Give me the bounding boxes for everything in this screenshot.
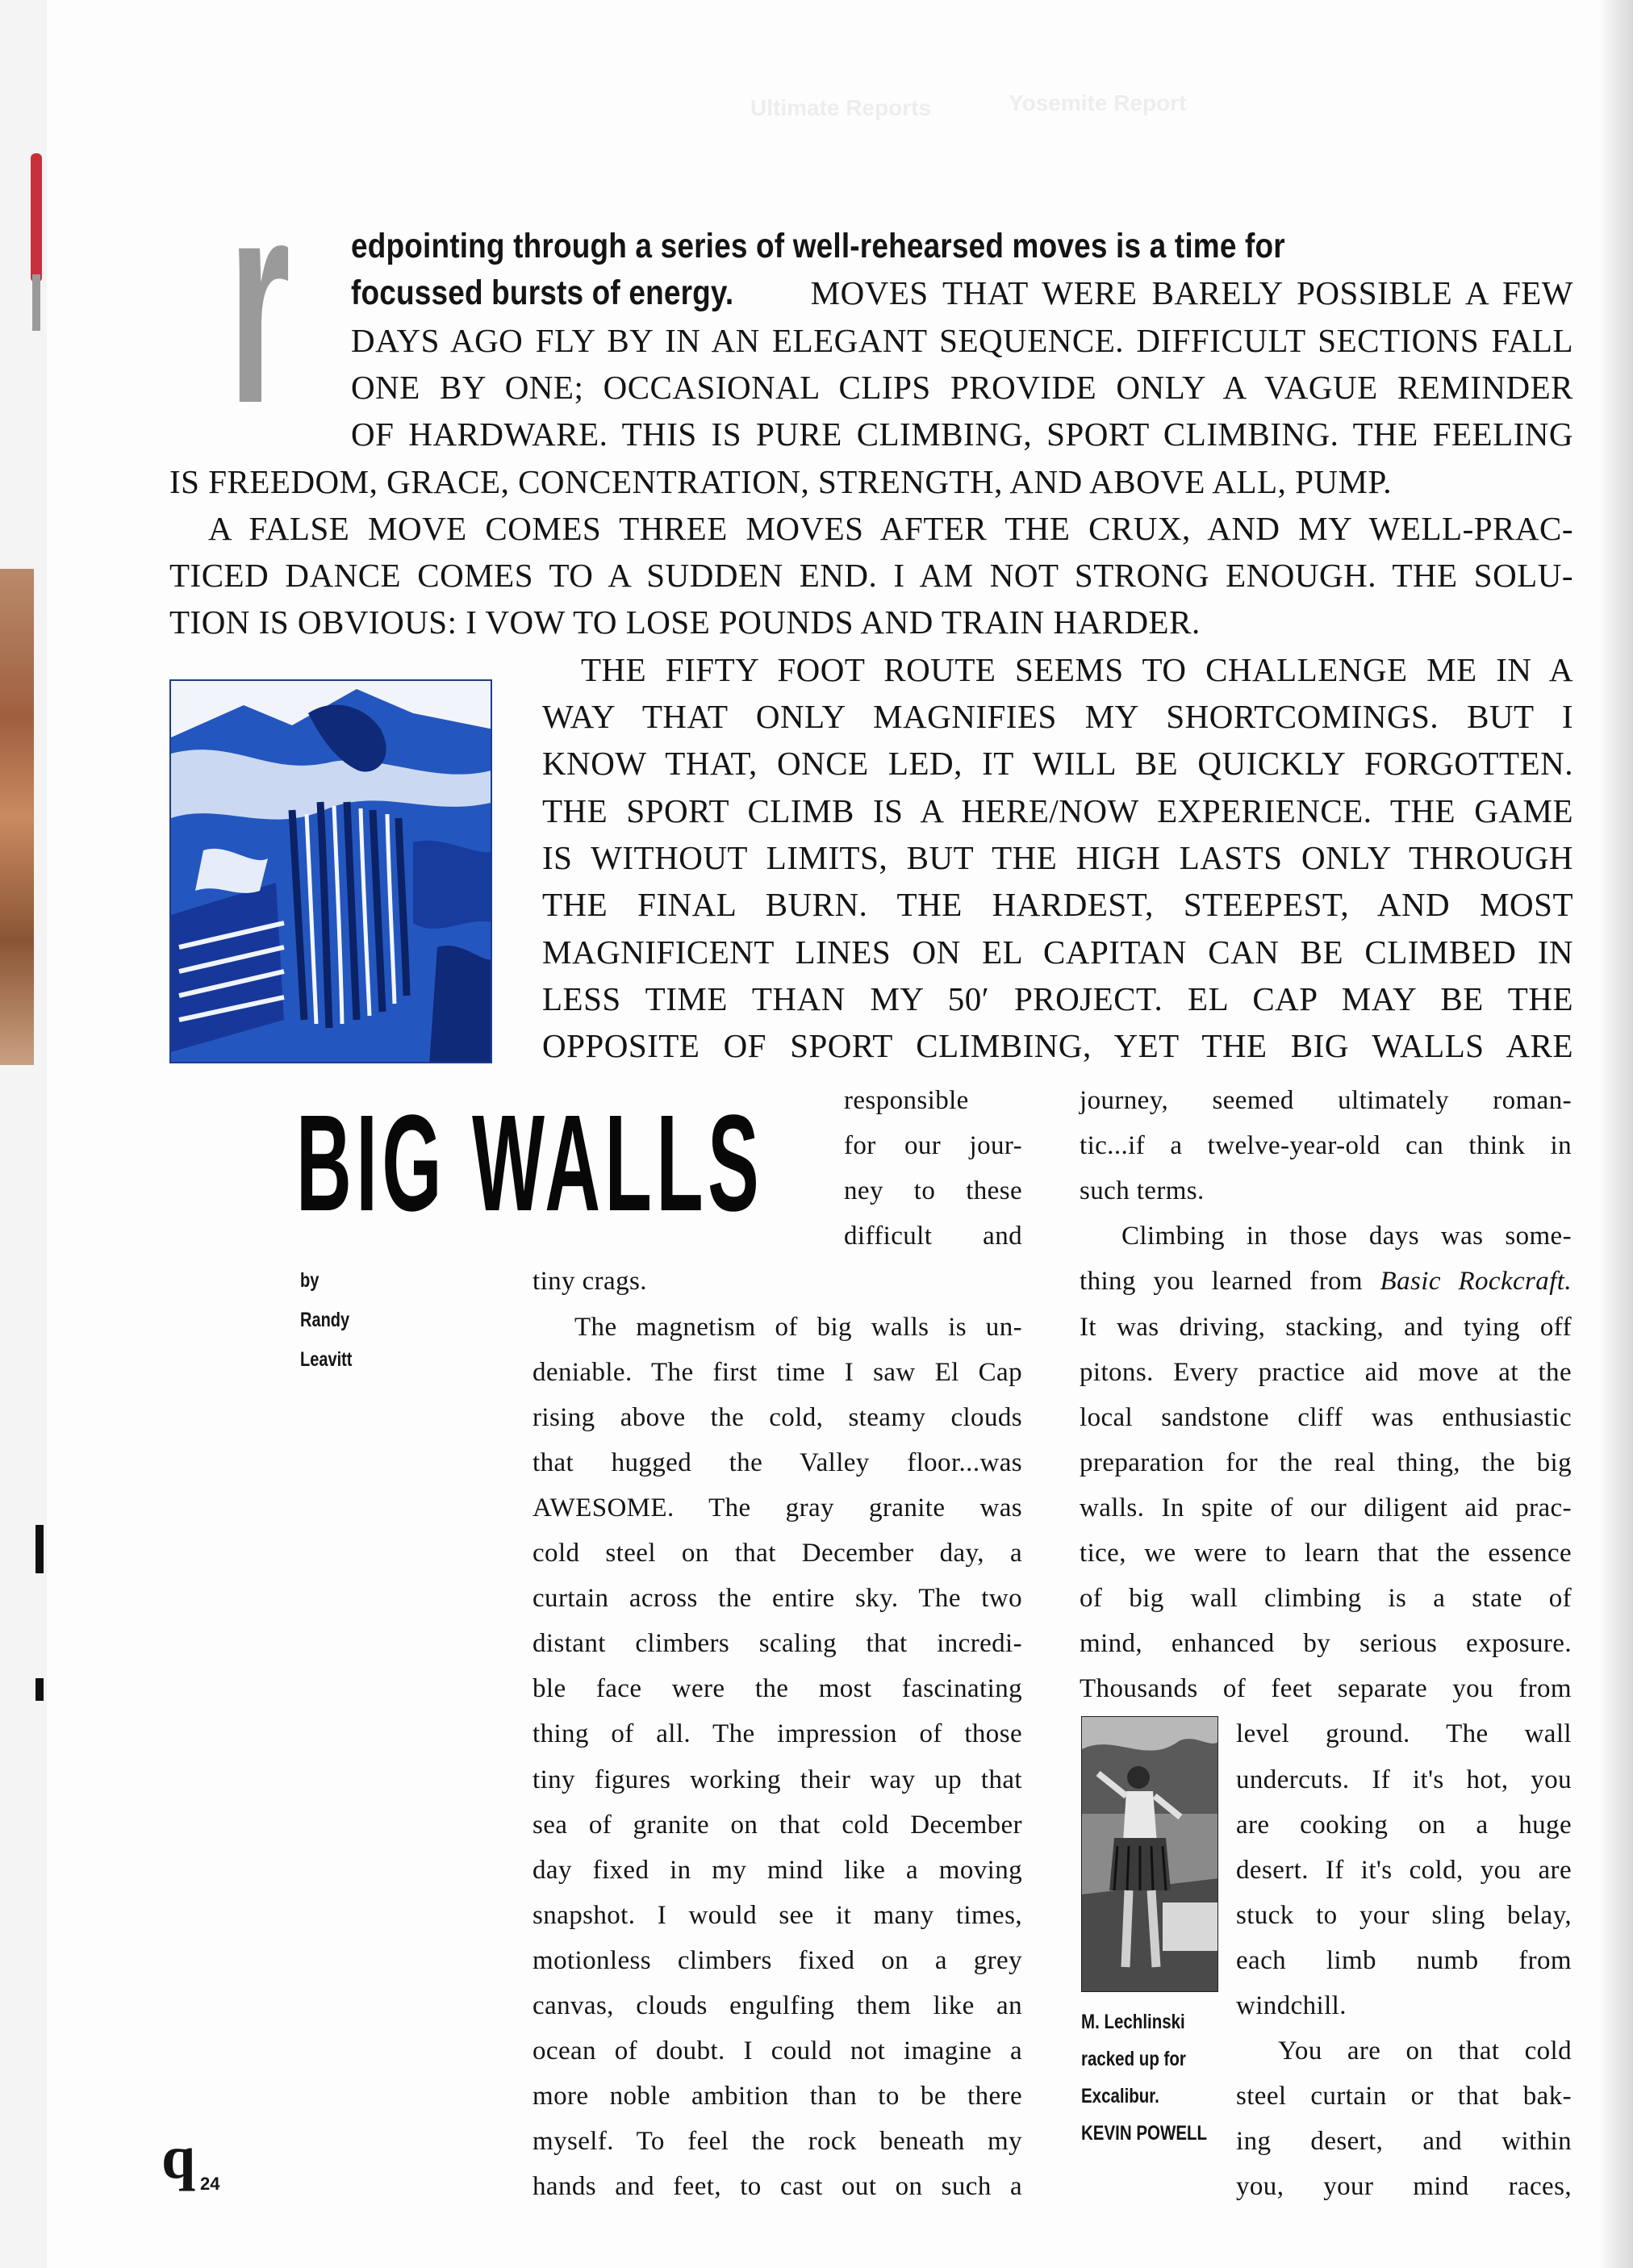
lead-text: TION IS OBVIOUS: I VOW TO LOSE POUNDS AND TRAIN HARDER.	[169, 604, 1201, 641]
byline-prefix: by	[300, 1269, 320, 1292]
body-line: responsible	[844, 1086, 969, 1115]
book-title: Basic Rockcraft.	[1380, 1267, 1572, 1297]
page-edge-photo-strip	[0, 569, 34, 1065]
lead-line	[542, 740, 1573, 787]
body-line: that hugged the Valley floor...was	[532, 1447, 1022, 1477]
lead-text: KNOW THAT, ONCE LED, IT WILL BE QUICKLY FORGOTTEN.	[542, 745, 1573, 783]
drop-cap: r	[228, 140, 291, 464]
lead-text: MAGNIFICENT LINES ON EL CAPITAN CAN BE CLIMBED IN	[542, 933, 1573, 971]
lead-in-bold: edpointing through a series of well-rehearsed moves is a time for	[351, 227, 1285, 265]
lead-text: ONE BY ONE; OCCASIONAL CLIPS PROVIDE ONLY A VAGUE REMINDER	[351, 368, 1573, 406]
body-text: thing you learned from	[1080, 1267, 1380, 1297]
caption-line: Excalibur.	[1081, 2085, 1159, 2107]
lead-line	[542, 1022, 1573, 1069]
body-line	[1080, 1259, 1572, 1304]
body-line: for our jour-	[844, 1131, 1022, 1161]
lead-text: MOVES THAT WERE BARELY POSSIBLE A FEW	[796, 274, 1573, 312]
body-line: mind, enhanced by serious exposure.	[1080, 1629, 1572, 1659]
lead-line	[351, 317, 1573, 364]
body-line: rising above the cold, steamy clouds	[532, 1402, 1022, 1432]
page-edge-mark	[36, 1525, 44, 1573]
body-line: tic...if a twelve-year-old can think in	[1080, 1131, 1572, 1161]
lead-line	[169, 552, 1573, 599]
body-line: tice, we were to learn that the essence	[1080, 1539, 1572, 1568]
lead-text: A FALSE MOVE COMES THREE MOVES AFTER THE CRUX, AND MY WELL-PRAC-	[208, 509, 1573, 547]
photo-caption	[1081, 2003, 1234, 2152]
body-line: are cooking on a huge	[1236, 1810, 1572, 1840]
body-line: ing desert, and within	[1236, 2127, 1572, 2157]
lead-line	[208, 505, 1573, 552]
lead-text: TICED DANCE COMES TO A SUDDEN END. I AM NOT STRONG ENOUGH. THE SOLU-	[169, 557, 1573, 595]
lead-text: DAYS AGO FLY BY IN AN ELEGANT SEQUENCE. DIFFICULT SECTIONS FALL	[351, 321, 1573, 359]
lead-line	[542, 787, 1573, 834]
body-line: hands and feet, to cast out on such a	[532, 2172, 1022, 2202]
body-line: such terms.	[1080, 1176, 1205, 1206]
body-line: You are on that cold	[1278, 2036, 1572, 2066]
climber-photo-graphic	[171, 681, 492, 1063]
body-line: thing of all. The impression of those	[532, 1719, 1022, 1749]
body-line: It was driving, stacking, and tying off	[1080, 1312, 1572, 1342]
page-edge-gray-tab	[32, 274, 40, 331]
body-line: Thousands of feet separate you from	[1080, 1674, 1572, 1704]
page-edge-red-tab	[31, 153, 42, 282]
show-through-text: Yosemite Report	[1009, 90, 1187, 115]
page-edge-mark	[36, 1678, 44, 1701]
body-line: more noble ambition than to be there	[532, 2082, 1022, 2111]
lead-line	[542, 693, 1573, 740]
body-line: undercuts. If it's hot, you	[1236, 1765, 1572, 1794]
page-gutter-shadow	[1601, 0, 1633, 2268]
lead-text: LESS TIME THAN MY 50′ PROJECT. EL CAP MAY BE THE	[542, 979, 1573, 1017]
lead-line	[542, 834, 1573, 881]
body-line: snapshot. I would see it many times,	[532, 1900, 1022, 1930]
body-line: pitons. Every practice aid move at the	[1080, 1357, 1572, 1387]
body-line: ble face were the most fascinating	[532, 1674, 1022, 1704]
body-line: myself. To feel the rock beneath my	[532, 2127, 1022, 2157]
body-line: tiny crags.	[532, 1267, 647, 1297]
body-line: sea of granite on that cold December	[532, 1810, 1022, 1840]
body-line: difficult and	[844, 1222, 1022, 1251]
lead-line	[169, 458, 1573, 505]
lead-text: OPPOSITE OF SPORT CLIMBING, YET THE BIG WALLS ARE	[542, 1027, 1573, 1065]
lead-in-bold: focussed bursts of energy.	[351, 274, 734, 313]
body-line: AWESOME. The gray granite was	[532, 1493, 1022, 1522]
caption-line: M. Lechlinski	[1081, 2011, 1185, 2033]
lead-line	[351, 411, 1573, 457]
body-line: curtain across the entire sky. The two	[532, 1584, 1022, 1614]
caption-line: racked up for	[1081, 2048, 1186, 2070]
body-line: distant climbers scaling that incredi-	[532, 1629, 1022, 1659]
lead-line	[351, 269, 1573, 316]
lead-text: WAY THAT ONLY MAGNIFIES MY SHORTCOMINGS. BUT I	[542, 698, 1573, 735]
body-line: ocean of doubt. I could not imagine a	[532, 2036, 1022, 2066]
body-line: desert. If it's cold, you are	[1236, 1855, 1572, 1885]
body-line: of big wall climbing is a state of	[1080, 1584, 1572, 1614]
lead-text: IS FREEDOM, GRACE, CONCENTRATION, STRENGTH, AND ABOVE ALL, PUMP.	[169, 462, 1392, 500]
lead-text: IS WITHOUT LIMITS, BUT THE HIGH LASTS ONLY THROUGH	[542, 838, 1573, 876]
lead-line	[542, 881, 1573, 928]
show-through-text: Ultimate Reports	[750, 95, 932, 120]
lead-text: THE FINAL BURN. THE HARDEST, STEEPEST, AND MOST	[542, 886, 1573, 924]
lechlinski-photo	[1081, 1716, 1218, 1992]
lead-text: THE FIFTY FOOT ROUTE SEEMS TO CHALLENGE ME IN A	[581, 650, 1573, 688]
body-line: local sandstone cliff was enthusiastic	[1080, 1402, 1572, 1432]
body-line: journey, seemed ultimately roman-	[1080, 1086, 1572, 1115]
climber-photo-blue	[169, 679, 492, 1063]
article-headline: BIG WALLS	[296, 1087, 764, 1240]
body-line: canvas, clouds engulfing them like an	[532, 1991, 1022, 2020]
byline-last-name: Leavitt	[300, 1348, 353, 1371]
body-line: Climbing in those days was some-	[1121, 1222, 1572, 1251]
byline-first-name: Randy	[300, 1309, 350, 1331]
lead-line	[581, 646, 1573, 693]
body-line: day fixed in my mind like a moving	[532, 1855, 1022, 1885]
byline	[300, 1261, 365, 1380]
lead-line	[351, 223, 1573, 269]
body-line: preparation for the real thing, the big	[1080, 1447, 1572, 1477]
lead-text: THE SPORT CLIMB IS A HERE/NOW EXPERIENCE. THE GAME	[542, 792, 1573, 829]
body-line: each limb numb from	[1236, 1945, 1572, 1975]
body-line: tiny figures working their way up that	[532, 1765, 1022, 1794]
body-line: level ground. The wall	[1236, 1719, 1572, 1749]
lead-line	[542, 929, 1573, 975]
lead-line	[169, 599, 1226, 645]
body-line: The magnetism of big walls is un-	[574, 1312, 1022, 1342]
body-line: you, your mind races,	[1236, 2172, 1572, 2202]
body-line: ney to these	[844, 1176, 1022, 1206]
body-line: walls. In spite of our diligent aid prac-	[1080, 1493, 1572, 1522]
photo-credit: KEVIN POWELL	[1081, 2122, 1208, 2145]
previous-page-edge	[0, 0, 47, 2268]
lechlinski-photo-graphic	[1082, 1717, 1218, 1992]
magazine-logo-icon: q	[161, 2124, 196, 2191]
lead-line	[542, 975, 1573, 1022]
page-number: 24	[200, 2174, 220, 2194]
body-line: steel curtain or that bak-	[1236, 2082, 1572, 2111]
body-line: windchill.	[1236, 1991, 1347, 2020]
body-line: cold steel on that December day, a	[532, 1539, 1022, 1568]
lead-text: OF HARDWARE. THIS IS PURE CLIMBING, SPORT CLIMBING. THE FEELING	[351, 416, 1573, 453]
body-line: deniable. The first time I saw El Cap	[532, 1357, 1022, 1387]
body-line: stuck to your sling belay,	[1236, 1900, 1572, 1930]
lead-line	[351, 364, 1573, 411]
body-line: motionless climbers fixed on a grey	[532, 1945, 1022, 1975]
